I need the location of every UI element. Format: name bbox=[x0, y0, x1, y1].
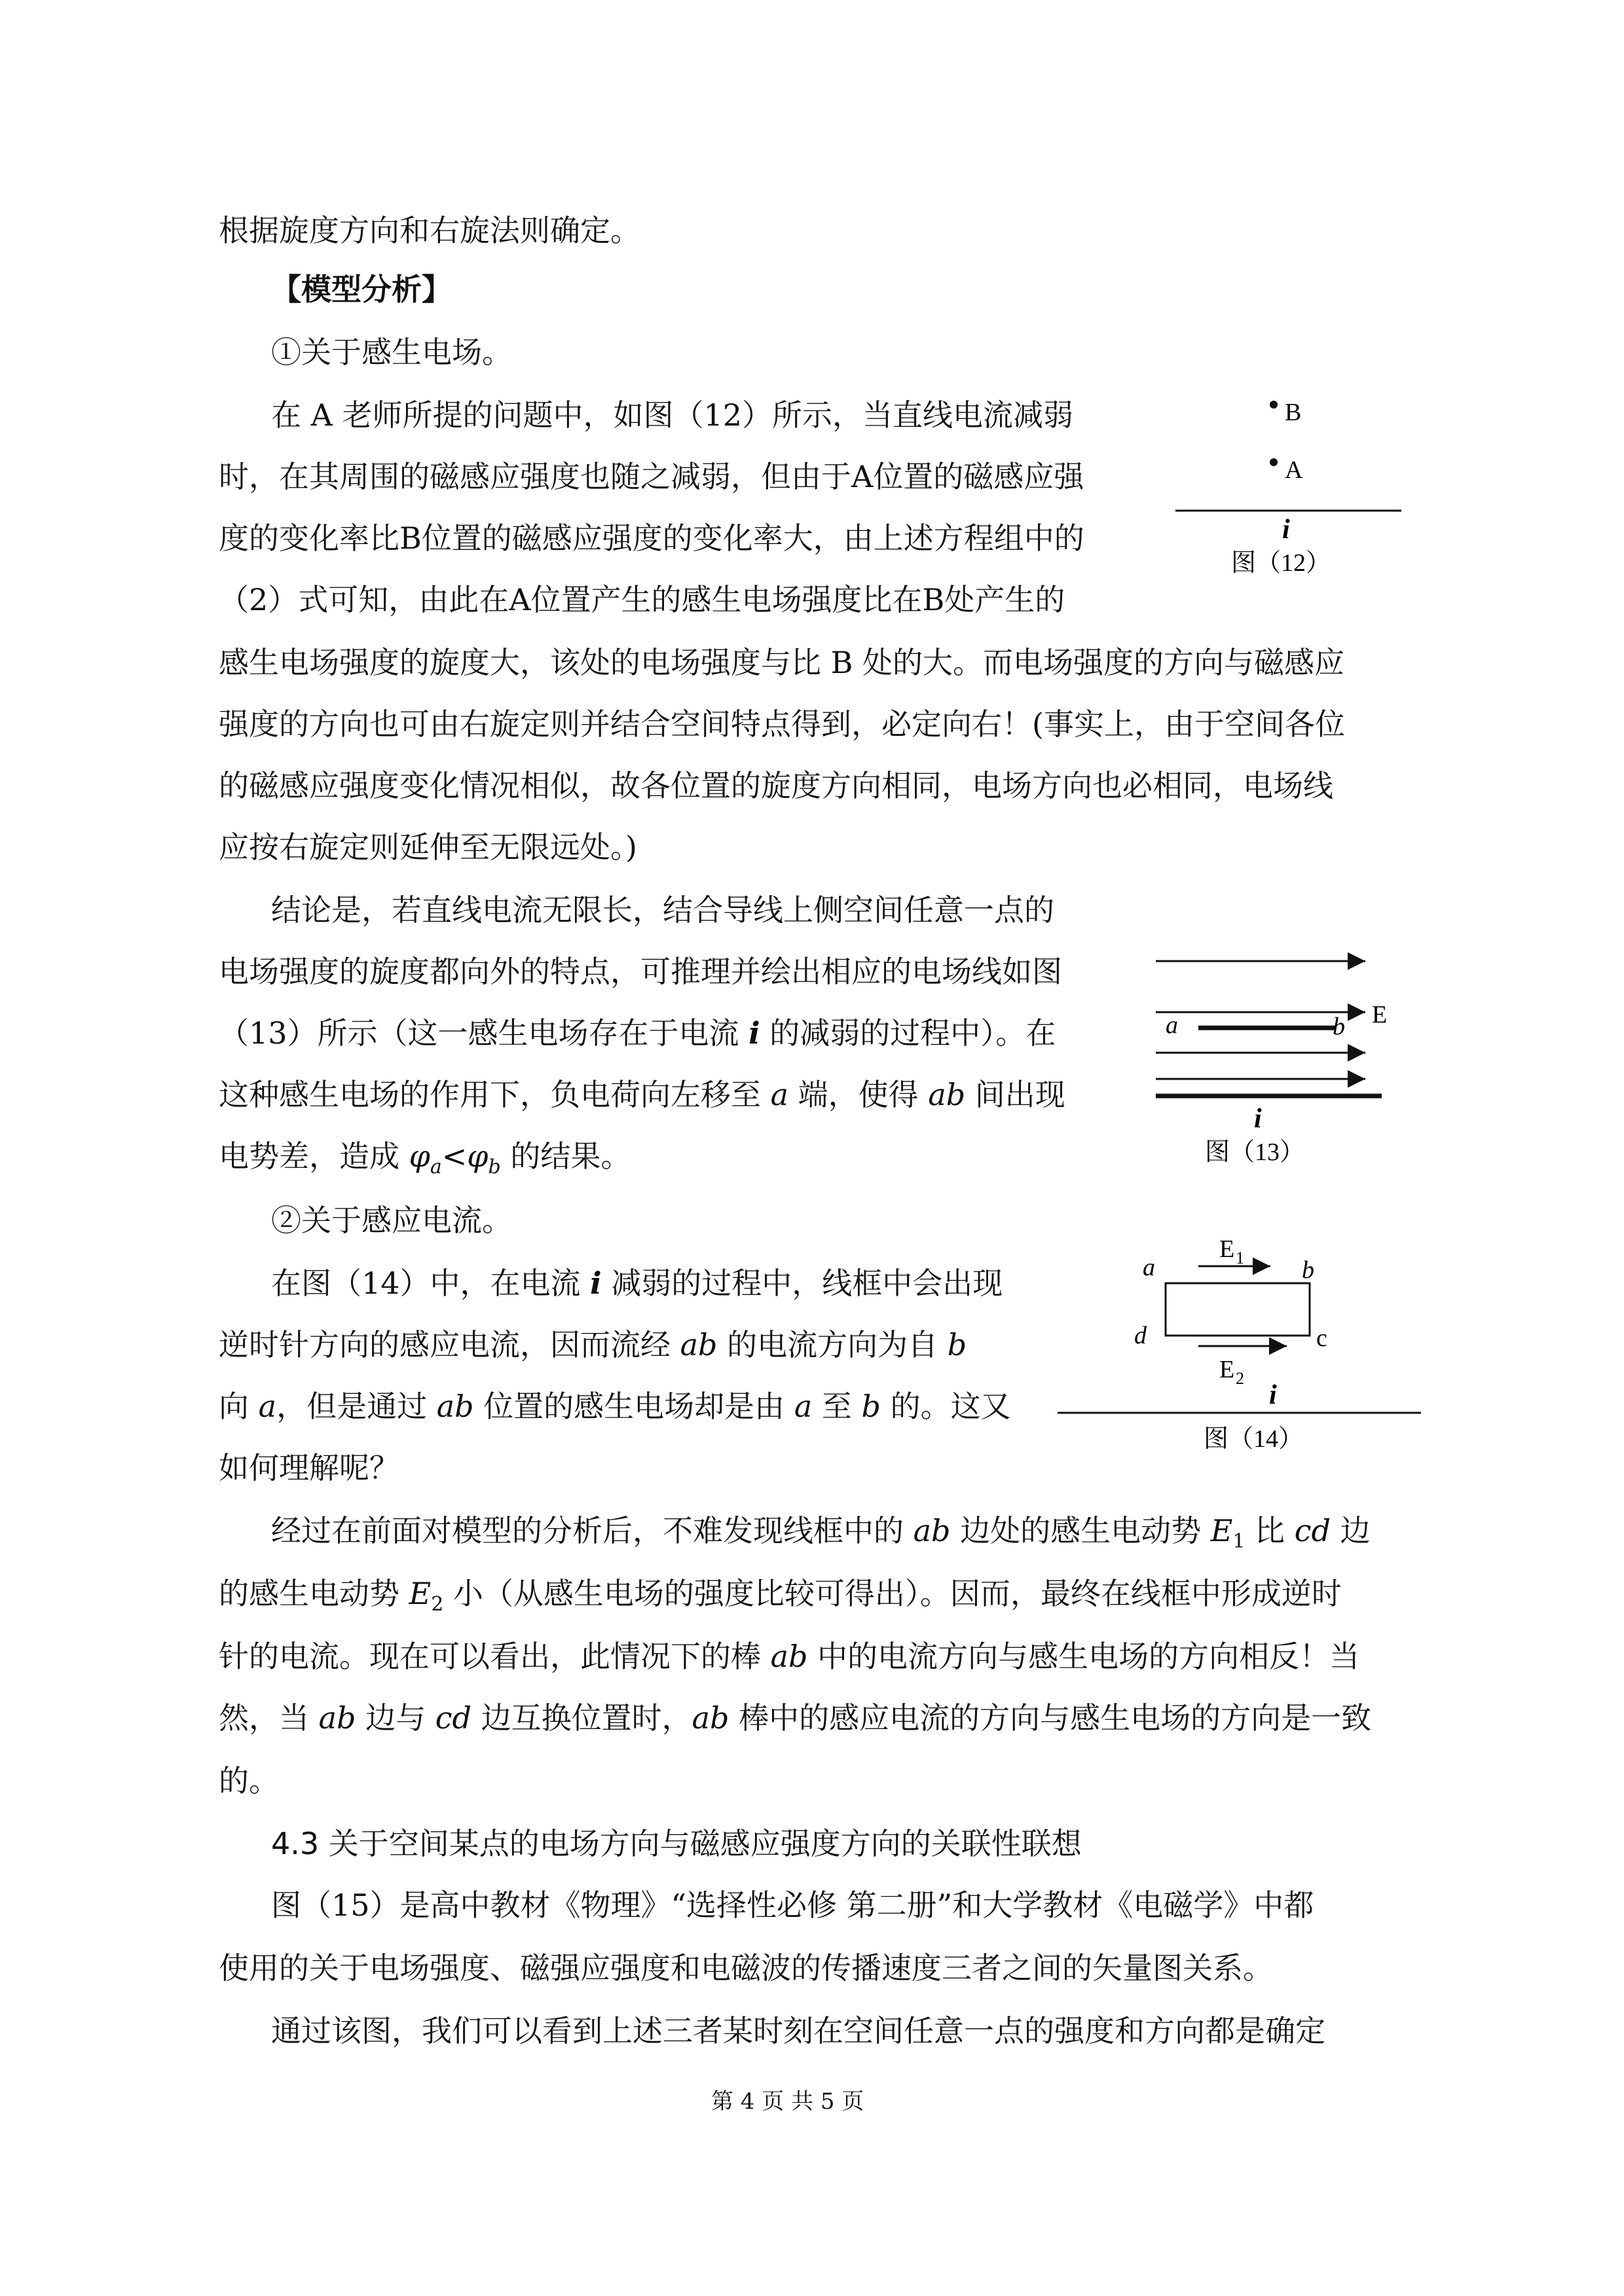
text-run: 然，当 bbox=[219, 1700, 319, 1736]
subscript-2: 2 bbox=[431, 1593, 444, 1616]
current-label: i bbox=[1282, 515, 1290, 545]
symbol-ab: ab bbox=[928, 1077, 966, 1112]
para2-line5 bbox=[219, 1137, 631, 1187]
text-run: 电势差，造成 bbox=[219, 1139, 409, 1174]
section-heading-4-3: 4.3 关于空间某点的电场方向与磁感应强度方向的关联性联想 bbox=[271, 1826, 1082, 1861]
text-run: 间出现 bbox=[965, 1077, 1065, 1112]
symbol-ab: ab bbox=[770, 1639, 808, 1674]
text-run: 在图（14）中，在电流 bbox=[271, 1266, 591, 1301]
para2-line2: 电场强度的旋度都向外的特点，可推理并绘出相应的电场线如图 bbox=[219, 954, 1062, 989]
figure-14-caption: 图（14） bbox=[1204, 1425, 1304, 1453]
phi-symbol: φ bbox=[409, 1139, 430, 1174]
current-label: i bbox=[1269, 1380, 1277, 1410]
text-run: 的。这又 bbox=[880, 1389, 1011, 1424]
text-run: ，但是通过 bbox=[276, 1389, 437, 1424]
subscript-a: a bbox=[430, 1156, 442, 1179]
para1-line5: 感生电场强度的旋度大，该处的电场强度与比 B 处的大。而电场强度的方向与磁感应 bbox=[219, 645, 1345, 680]
para2-line3 bbox=[219, 1013, 1056, 1053]
e1-subscript: 1 bbox=[1236, 1248, 1244, 1267]
para4-line3 bbox=[219, 1637, 1359, 1676]
text-run: 比 bbox=[1245, 1513, 1295, 1548]
para1-line3: 度的变化率比B位置的磁感应强度的变化率大，由上述方程组中的 bbox=[219, 520, 1084, 556]
phi-symbol: φ bbox=[467, 1139, 489, 1174]
symbol-cd: cd bbox=[435, 1700, 471, 1736]
para3-line3 bbox=[219, 1387, 1011, 1426]
symbol-b: b bbox=[861, 1389, 881, 1424]
para1-line8: 应按右旋定则延伸至无限远处。) bbox=[219, 829, 637, 865]
current-label: i bbox=[1254, 1104, 1262, 1134]
para1-line7: 的磁感应强度变化情况相似，故各位置的旋度方向相同，电场方向也必相同，电场线 bbox=[219, 768, 1333, 803]
text-run: 端，使得 bbox=[788, 1077, 929, 1112]
text-run: 减弱的过程中，线框中会出现 bbox=[601, 1266, 1003, 1301]
para1-line6: 强度的方向也可由右旋定则并结合空间特点得到，必定向右！(事实上，由于空间各位 bbox=[219, 706, 1345, 742]
symbol-ab: ab bbox=[318, 1700, 356, 1736]
text-run: （13）所示（这一感生电场存在于电流 bbox=[219, 1015, 749, 1051]
text-run: 边处的感生电动势 bbox=[950, 1513, 1211, 1548]
intro-line: 根据旋度方向和右旋法则确定。 bbox=[219, 213, 640, 248]
text-run: 逆时针方向的感应电流，因而流经 bbox=[219, 1327, 680, 1362]
subscript-b: b bbox=[488, 1156, 501, 1179]
text-run: 小（从感生电场的强度比较可得出）。因而，最终在线框中形成逆时 bbox=[443, 1576, 1342, 1611]
label-b: b bbox=[1333, 1013, 1345, 1040]
wire-frame bbox=[1166, 1283, 1310, 1336]
page-footer: 第 4 页 共 5 页 bbox=[711, 2088, 864, 2115]
label-e: E bbox=[1372, 1001, 1388, 1029]
point-a-label: A bbox=[1285, 456, 1303, 484]
label-b: b bbox=[1302, 1256, 1314, 1284]
symbol-cd: cd bbox=[1294, 1513, 1331, 1548]
para1-line2: 时，在其周围的磁感应强度也随之减弱，但由于A位置的磁感应强 bbox=[219, 459, 1084, 494]
para1-line4: （2）式可知，由此在A位置产生的感生电场强度比在B处产生的 bbox=[219, 582, 1065, 617]
text-run: 的感生电动势 bbox=[219, 1576, 409, 1611]
para6-line1: 通过该图，我们可以看到上述三者某时刻在空间任意一点的强度和方向都是确定 bbox=[271, 2013, 1325, 2049]
para2-line1: 结论是，若直线电流无限长，结合导线上侧空间任意一点的 bbox=[271, 892, 1054, 928]
symbol-a: a bbox=[258, 1389, 277, 1424]
current-symbol: i bbox=[748, 1015, 760, 1051]
text-run: 的电流方向为自 bbox=[717, 1327, 948, 1362]
label-d: d bbox=[1134, 1322, 1147, 1349]
e2-subscript: 2 bbox=[1236, 1369, 1244, 1388]
text-run: 向 bbox=[219, 1389, 259, 1424]
text-run: 中的电流方向与感生电场的方向相反！当 bbox=[807, 1639, 1360, 1674]
text-run: 边 bbox=[1330, 1513, 1371, 1548]
symbol-e: E bbox=[409, 1576, 432, 1611]
text-run: 经过在前面对模型的分析后，不难发现线框中的 bbox=[271, 1513, 913, 1548]
current-symbol: i bbox=[590, 1266, 602, 1301]
point-b-dot bbox=[1270, 401, 1278, 409]
symbol-ab: ab bbox=[680, 1327, 718, 1362]
text-run: 针的电流。现在可以看出，此情况下的棒 bbox=[219, 1639, 771, 1674]
symbol-b: b bbox=[947, 1327, 967, 1362]
symbol-ab: ab bbox=[692, 1700, 729, 1736]
text-run: 这种感生电场的作用下，负电荷向左移至 bbox=[219, 1077, 771, 1112]
symbol-ab: ab bbox=[436, 1389, 474, 1424]
less-than: < bbox=[441, 1139, 468, 1174]
symbol-ab: ab bbox=[913, 1513, 951, 1548]
para5-line2: 使用的关于电场强度、磁强应强度和电磁波的传播速度三者之间的矢量图关系。 bbox=[219, 1950, 1273, 1986]
figure-13 bbox=[1139, 943, 1447, 1192]
figure-12-caption: 图（12） bbox=[1231, 549, 1331, 577]
label-c: c bbox=[1316, 1324, 1327, 1352]
figure-12 bbox=[1166, 386, 1441, 596]
point-b-label: B bbox=[1285, 399, 1302, 426]
para4-line4 bbox=[219, 1698, 1371, 1738]
symbol-e: E bbox=[1210, 1513, 1233, 1548]
para4-line2 bbox=[219, 1574, 1342, 1624]
text-run: 至 bbox=[812, 1389, 862, 1424]
para5-line1: 图（15）是高中教材《物理》“选择性必修 第二册”和大学教材《电磁学》中都 bbox=[271, 1887, 1314, 1923]
model-analysis-heading: 【模型分析】 bbox=[271, 272, 452, 307]
point-a-dot bbox=[1270, 458, 1278, 466]
para1-line1: 在 A 老师所提的问题中，如图（12）所示，当直线电流减弱 bbox=[271, 397, 1073, 433]
para4-line1 bbox=[271, 1511, 1371, 1561]
symbol-a: a bbox=[770, 1077, 789, 1112]
para4-line5: 的。 bbox=[219, 1763, 279, 1798]
text-run: 边与 bbox=[356, 1700, 435, 1736]
para2-line4 bbox=[219, 1075, 1065, 1114]
para3-line1 bbox=[271, 1264, 1003, 1303]
item1-title: ①关于感生电场。 bbox=[271, 335, 512, 370]
text-run: 边互换位置时， bbox=[471, 1700, 692, 1736]
para3-line2 bbox=[219, 1325, 967, 1364]
label-a: a bbox=[1143, 1254, 1155, 1281]
e1-label: E bbox=[1219, 1235, 1235, 1263]
figure-14 bbox=[1048, 1231, 1428, 1480]
label-a: a bbox=[1166, 1011, 1178, 1039]
subscript-1: 1 bbox=[1232, 1530, 1246, 1554]
text-run: 位置的感生电场却是由 bbox=[473, 1389, 794, 1424]
item2-title: ②关于感应电流。 bbox=[271, 1203, 512, 1238]
para3-line4: 如何理解呢？ bbox=[219, 1450, 399, 1485]
text-run: 的减弱的过程中）。在 bbox=[760, 1015, 1056, 1051]
figure-13-caption: 图（13） bbox=[1205, 1139, 1305, 1166]
symbol-a: a bbox=[794, 1389, 813, 1424]
text-run: 棒中的感应电流的方向与感生电场的方向是一致 bbox=[729, 1700, 1372, 1736]
e2-label: E bbox=[1219, 1356, 1235, 1383]
text-run: 的结果。 bbox=[500, 1139, 631, 1174]
